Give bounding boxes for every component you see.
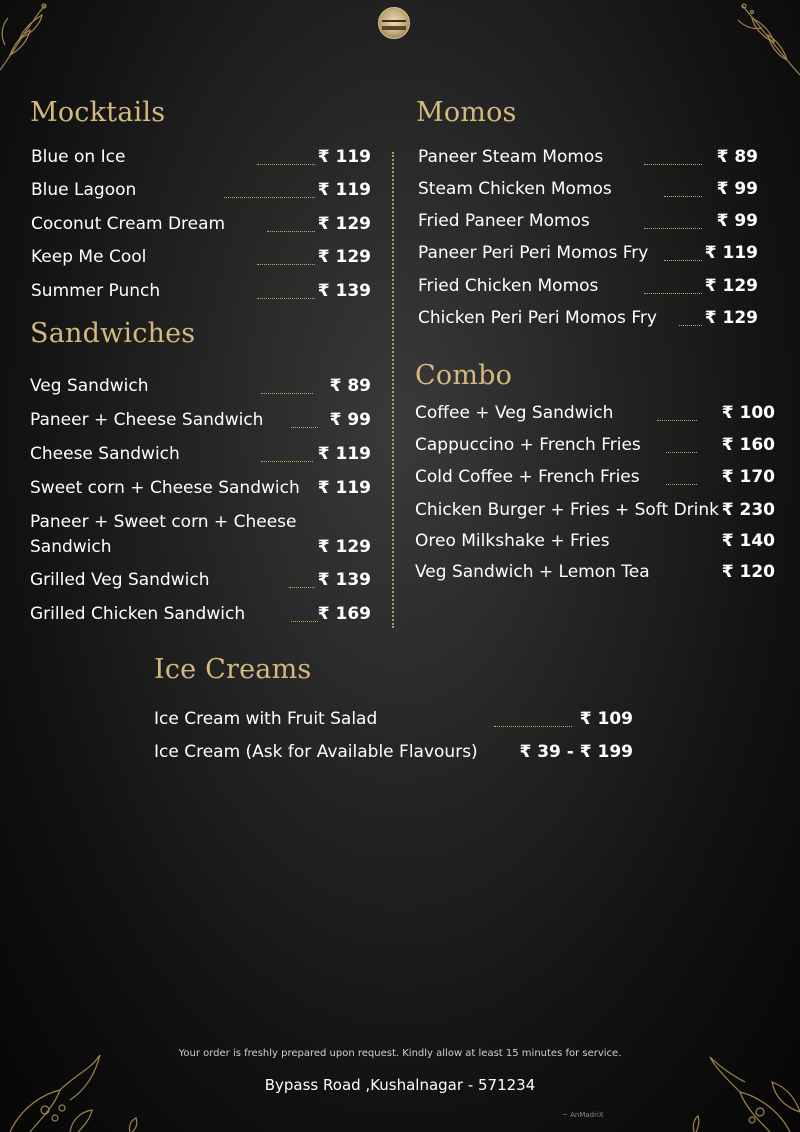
dot-leader [644, 293, 702, 294]
menu-item [30, 569, 371, 599]
section-title-sandwiches: Sandwiches [30, 318, 196, 349]
item-name: Sweet corn + Cheese Sandwich [30, 478, 300, 498]
menu-item [415, 434, 775, 464]
item-price: ₹ 39 - ₹ 199 [519, 742, 633, 762]
item-name: Blue on Ice [31, 147, 126, 167]
dot-leader [291, 427, 318, 428]
menu-item [31, 146, 371, 176]
menu-item [154, 741, 633, 771]
item-name: Paneer Steam Momos [418, 147, 604, 167]
address: Bypass Road ,Kushalnagar - 571234 [264, 1076, 536, 1094]
item-price: ₹ 129 [317, 247, 371, 267]
item-price: ₹ 129 [704, 308, 758, 328]
menu-item [30, 511, 371, 561]
menu-item [418, 146, 758, 176]
dot-leader [257, 164, 315, 165]
item-price: ₹ 120 [721, 562, 775, 582]
dot-leader [267, 231, 315, 232]
designer-credit: ~ AnMadriX [562, 1111, 604, 1119]
menu-item [415, 402, 775, 432]
menu-item [30, 443, 371, 473]
menu-item [415, 530, 775, 560]
dot-leader [261, 393, 313, 394]
item-price: ₹ 119 [317, 478, 371, 498]
item-name: Cold Coffee + French Fries [415, 467, 640, 487]
floral-corner-top-right [732, 0, 800, 80]
item-price: ₹ 119 [317, 444, 371, 464]
item-name: Paneer + Cheese Sandwich [30, 410, 264, 430]
item-name: Veg Sandwich [30, 376, 149, 396]
item-price: ₹ 89 [716, 147, 758, 167]
item-price: ₹ 170 [721, 467, 775, 487]
item-name: Paneer Peri Peri Momos Fry [418, 243, 649, 263]
item-name: Paneer + Sweet corn + Cheese [30, 512, 297, 532]
item-name: Veg Sandwich + Lemon Tea [415, 562, 650, 582]
item-name: Grilled Chicken Sandwich [30, 604, 246, 624]
item-price: ₹ 119 [317, 180, 371, 200]
dot-leader [664, 260, 702, 261]
item-name: Keep Me Cool [31, 247, 147, 267]
item-name: Blue Lagoon [31, 180, 137, 200]
item-price: ₹ 99 [716, 179, 758, 199]
menu-item [30, 409, 371, 439]
section-title-momos: Momos [416, 97, 517, 128]
restaurant-logo [378, 7, 410, 39]
dot-leader [494, 726, 572, 727]
item-price: ₹ 99 [716, 211, 758, 231]
item-name: Coffee + Veg Sandwich [415, 403, 614, 423]
dot-leader [666, 484, 697, 485]
dot-leader [644, 228, 702, 229]
item-name: Chicken Burger + Fries + Soft Drink [415, 500, 719, 520]
dot-leader [664, 196, 702, 197]
dot-leader [289, 587, 315, 588]
menu-item [418, 275, 758, 305]
section-title-combo: Combo [415, 360, 513, 391]
item-price: ₹ 119 [317, 147, 371, 167]
dot-leader [679, 325, 702, 326]
item-name: Fried Chicken Momos [418, 276, 599, 296]
item-price: ₹ 109 [579, 709, 633, 729]
menu-item [30, 375, 371, 405]
dot-leader [666, 452, 697, 453]
item-price: ₹ 129 [704, 276, 758, 296]
item-price: ₹ 139 [317, 281, 371, 301]
menu-item [415, 561, 775, 591]
item-price: ₹ 169 [317, 604, 371, 624]
menu-item [415, 466, 775, 496]
item-name-line2: Sandwich [30, 537, 112, 557]
menu-item [415, 499, 775, 529]
menu-item [418, 210, 758, 240]
item-price: ₹ 160 [721, 435, 775, 455]
menu-item [30, 477, 371, 507]
menu-item [31, 246, 371, 276]
item-price: ₹ 100 [721, 403, 775, 423]
section-title-mocktails: Mocktails [30, 97, 166, 128]
dot-leader [224, 197, 315, 198]
menu-item [418, 242, 758, 272]
floral-corner-top-left [0, 0, 60, 75]
menu-item [31, 280, 371, 310]
item-name: Cappuccino + French Fries [415, 435, 641, 455]
item-name: Oreo Milkshake + Fries [415, 531, 610, 551]
item-name: Summer Punch [31, 281, 161, 301]
item-name: Ice Cream (Ask for Available Flavours) [154, 742, 478, 762]
item-price: ₹ 99 [329, 410, 371, 430]
dot-leader [257, 298, 315, 299]
menu-item [418, 178, 758, 208]
column-divider [392, 152, 394, 628]
item-price: ₹ 140 [721, 531, 775, 551]
menu-item [31, 179, 371, 209]
dot-leader [257, 264, 315, 265]
item-price: ₹ 89 [329, 376, 371, 396]
dot-leader [291, 621, 318, 622]
item-name: Chicken Peri Peri Momos Fry [418, 308, 657, 328]
item-name: Coconut Cream Dream [31, 214, 226, 234]
item-price: ₹ 230 [721, 500, 775, 520]
menu-item [31, 213, 371, 243]
service-note: Your order is freshly prepared upon request. Kindly allow at least 15 minutes for service. [178, 1048, 622, 1059]
dot-leader [261, 461, 313, 462]
menu-item [418, 307, 758, 337]
item-price: ₹ 139 [317, 570, 371, 590]
item-name: Steam Chicken Momos [418, 179, 612, 199]
item-name: Grilled Veg Sandwich [30, 570, 210, 590]
item-price: ₹ 119 [704, 243, 758, 263]
dot-leader [657, 420, 697, 421]
section-title-ice-creams: Ice Creams [154, 654, 312, 685]
item-price: ₹ 129 [317, 214, 371, 234]
dot-leader [644, 164, 702, 165]
item-name: Fried Paneer Momos [418, 211, 590, 231]
menu-item [30, 603, 371, 633]
menu-item [154, 708, 633, 738]
item-price: ₹ 129 [317, 537, 371, 557]
item-name: Cheese Sandwich [30, 444, 180, 464]
item-name: Ice Cream with Fruit Salad [154, 709, 378, 729]
